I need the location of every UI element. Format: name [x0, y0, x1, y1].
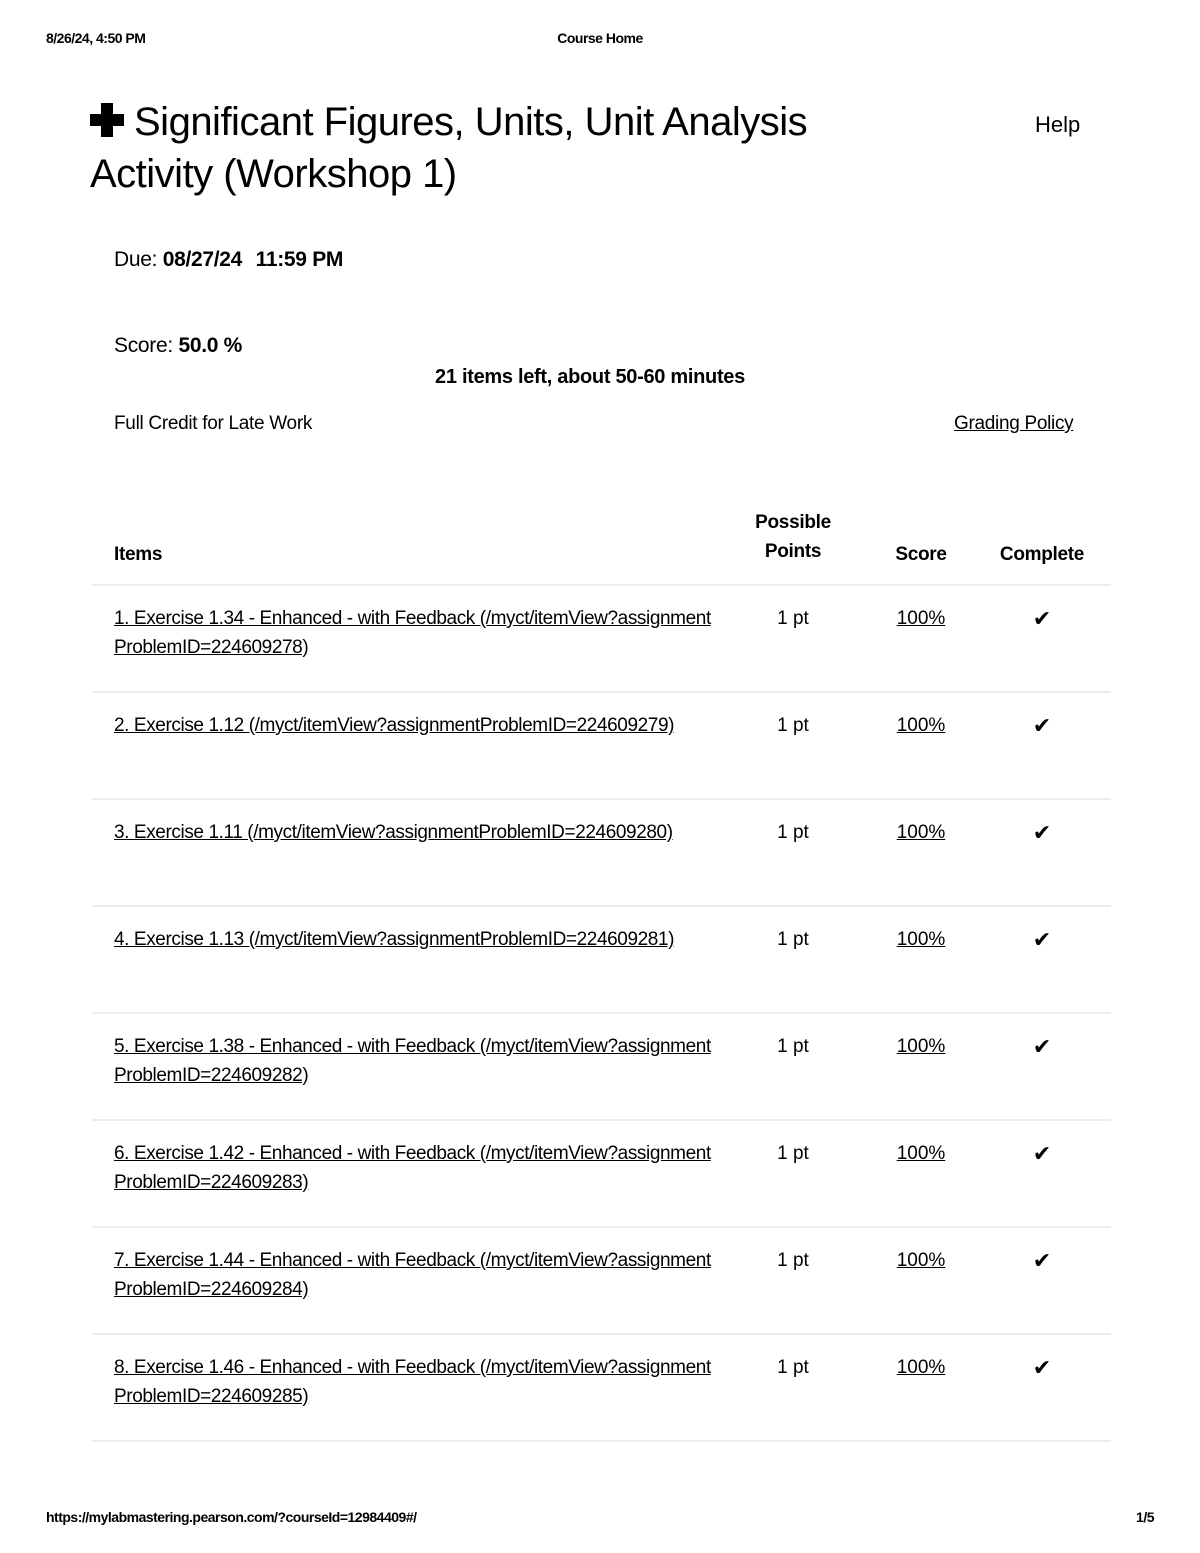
due-label: Due: [114, 248, 158, 271]
item-score-link[interactable]: 100% [896, 1036, 946, 1057]
item-score-link[interactable]: 100% [896, 1143, 946, 1164]
item-link[interactable]: 2. Exercise 1.12 (/myct/itemView?assignmentProblemID=224609279) [114, 715, 675, 736]
score-value: 50.0 % [178, 334, 243, 357]
overall-score [114, 334, 242, 358]
checkmark-icon: ✔ [1032, 713, 1052, 738]
item-score-link[interactable]: 100% [896, 1250, 946, 1271]
checkmark-icon: ✔ [1032, 1034, 1052, 1059]
assignment-title-text: Significant Figures, Units, Unit Analysis Activity (Workshop 1) [90, 100, 808, 196]
possible-points: 1 pt [777, 715, 809, 736]
items-table [92, 508, 1111, 1442]
possible-points: 1 pt [777, 822, 809, 843]
table-row [92, 907, 1111, 1014]
item-link[interactable]: 8. Exercise 1.46 - Enhanced - with Feedback (/myct/itemView?assignmentProblemID=224609285) [114, 1357, 711, 1407]
header-complete: Complete [999, 544, 1085, 565]
print-doc-title: Course Home [557, 30, 643, 46]
possible-points: 1 pt [777, 1357, 809, 1378]
item-score-link[interactable]: 100% [896, 929, 946, 950]
late-work-policy: Full Credit for Late Work [114, 413, 313, 434]
plus-icon [90, 103, 124, 137]
possible-points: 1 pt [777, 1250, 809, 1271]
due-date-value: 08/27/24 [162, 248, 243, 271]
header-score: Score [895, 544, 947, 565]
print-url: https://mylabmastering.pearson.com/?courseId=12984409#/ [46, 1509, 417, 1525]
item-link[interactable]: 5. Exercise 1.38 - Enhanced - with Feedback (/myct/itemView?assignmentProblemID=224609282) [114, 1036, 711, 1086]
item-link[interactable]: 6. Exercise 1.42 - Enhanced - with Feedback (/myct/itemView?assignmentProblemID=224609283) [114, 1143, 711, 1193]
item-score-link[interactable]: 100% [896, 608, 946, 629]
checkmark-icon: ✔ [1032, 820, 1052, 845]
header-possible-points: Possible Points [755, 512, 831, 562]
table-row [92, 1335, 1111, 1442]
possible-points: 1 pt [777, 608, 809, 629]
print-header [46, 30, 1154, 50]
due-time-value: 11:59 PM [255, 248, 344, 271]
possible-points: 1 pt [777, 929, 809, 950]
table-row [92, 693, 1111, 800]
possible-points: 1 pt [777, 1036, 809, 1057]
table-row [92, 1014, 1111, 1121]
item-score-link[interactable]: 100% [896, 822, 946, 843]
checkmark-icon: ✔ [1032, 1141, 1052, 1166]
item-score-link[interactable]: 100% [896, 715, 946, 736]
print-date: 8/26/24, 4:50 PM [46, 30, 146, 46]
checkmark-icon: ✔ [1032, 606, 1052, 631]
assignment-title [90, 96, 890, 200]
page-number: 1/5 [1136, 1509, 1154, 1525]
item-link[interactable]: 3. Exercise 1.11 (/myct/itemView?assignmentProblemID=224609280) [114, 822, 673, 843]
score-label: Score: [114, 334, 173, 357]
help-link[interactable]: Help [1035, 112, 1081, 137]
print-footer [46, 1509, 1154, 1529]
header-items: Items [114, 544, 163, 565]
grading-policy-link[interactable]: Grading Policy [954, 413, 1074, 434]
item-link[interactable]: 4. Exercise 1.13 (/myct/itemView?assignmentProblemID=224609281) [114, 929, 675, 950]
checkmark-icon: ✔ [1032, 1248, 1052, 1273]
item-link[interactable]: 1. Exercise 1.34 - Enhanced - with Feedback (/myct/itemView?assignmentProblemID=224609278) [114, 608, 711, 658]
table-row [92, 1121, 1111, 1228]
assignment-header [90, 96, 890, 200]
table-row [92, 1228, 1111, 1335]
items-left-text: 21 items left, about 50-60 minutes [435, 366, 745, 388]
table-row [92, 800, 1111, 907]
possible-points: 1 pt [777, 1143, 809, 1164]
table-header [92, 508, 1111, 586]
checkmark-icon: ✔ [1032, 1355, 1052, 1380]
item-score-link[interactable]: 100% [896, 1357, 946, 1378]
due-date [114, 248, 343, 272]
item-link[interactable]: 7. Exercise 1.44 - Enhanced - with Feedback (/myct/itemView?assignmentProblemID=224609284) [114, 1250, 711, 1300]
checkmark-icon: ✔ [1032, 927, 1052, 952]
table-row [92, 586, 1111, 693]
